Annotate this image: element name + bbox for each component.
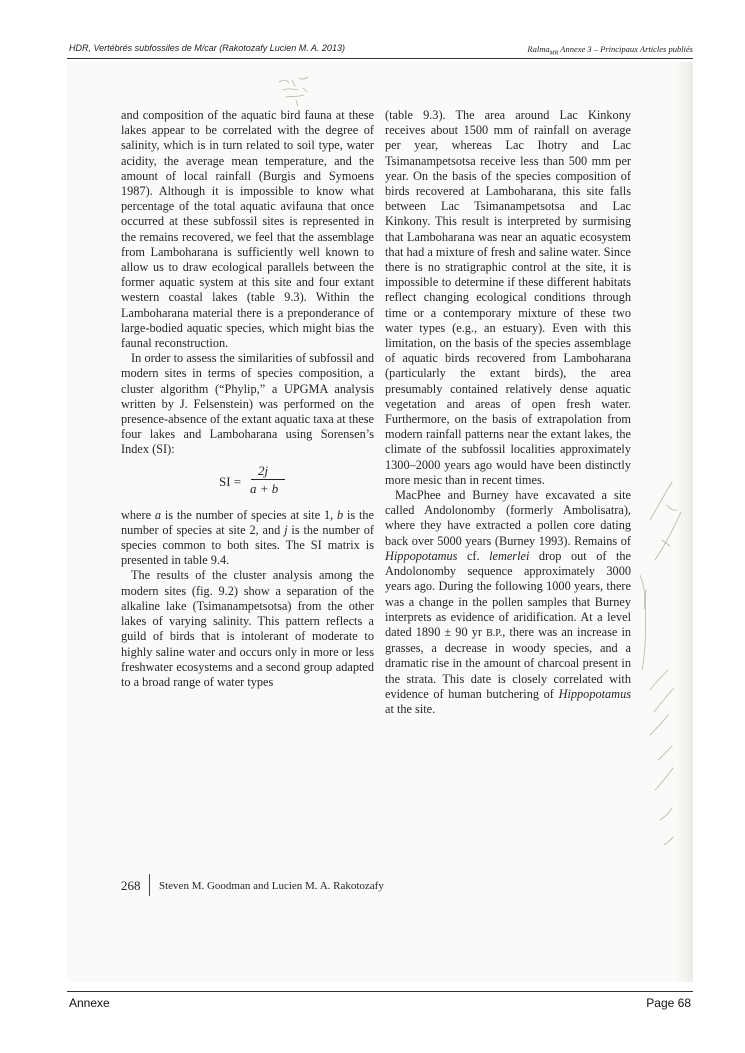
book-footer-divider (149, 874, 150, 896)
header-right-suffix: Annexe 3 – Principaux Articles publiés (558, 44, 693, 54)
formula-numerator: 2j (258, 462, 269, 478)
running-header-right (527, 44, 693, 57)
running-header-left: HDR, Vertébrés subfossiles de M/car (Rakotozafy Lucien M. A. 2013) (69, 43, 345, 53)
page-footer-left: Annexe (69, 996, 110, 1010)
page-footer-rule (67, 991, 693, 992)
right-paragraph-1: (table 9.3). The area around Lac Kinkony receives about 1500 mm of rainfall on average per year, whereas Lac Ihotry and Lac Tsimanampetsotsa receive less than 500 mm per year. On the basis of the species composition of birds recovered at Lamboharana, this site falls between Lac Tsimanampetsotsa and Lac Kinkony. This result is interpreted by surmising that Lamboharana was near an aquatic ecosystem that had a mixture of fresh and saline water. Since there is no stratigraphic control at the site, it is impossible to determine if these different habitats reflect changing ecological conditions through time or a contemporary mixture of these two water types (e.g., an estuary). Even with this limitation, on the basis of the species assemblage of aquatic birds recovered from Lamboharana (particularly the extant birds), the area presumably contained relatively dense aquatic vegetation and areas of open fresh water. Furthermore, on the basis of extrapolation from modern rainfall patterns near the extant lakes, the climate of the subfossil localities approximately 1300–2000 years ago would have been distinctly more mesic than in recent times. (385, 108, 631, 487)
header-right-prefix: Ralma (527, 44, 550, 54)
left-paragraph-2: In order to assess the similarities of subfossil and modern sites in terms of species composition, a cluster algorithm (“Phylip,” a UPGMA analysis written by J. Felsenstein) was performed on the presence-absence of the extant aquatic taxa at these four lakes and Lamboharana using Sorensen’s Index (SI): (121, 351, 374, 457)
header-rule (67, 58, 693, 59)
right-paragraph-2: MacPhee and Burney have excavated a site called Andolonomby (formerly Ambolisatra), where they have extracted a pollen core dating back over 5000 years (Burney 1993). Remains of Hippopotamus cf. lemerlei drop out of the Andolonomby sequence approximately 3000 years ago. During the following 1000 years, there was a change in the pollen samples that Burney interprets as evidence of aridification. At a level dated 1890 ± 90 yr B.P., there was an increase in grasses, a decrease in woody species, and a dramatic rise in the amount of charcoal present in the strata. This date is closely correlated with evidence of human butchering of Hippopotamus at the site. (385, 488, 632, 716)
left-paragraph-4: The results of the cluster analysis among the modern sites (fig. 9.2) show a separation of the alkaline lake (Tsimanampetsotsa) from the other lakes of varying salinity. This pattern reflects a guild of birds that is intolerant of moderate to highly saline water and occurs only in more or less freshwater ecosystems and a second group adapted to a broad range of water types (121, 568, 374, 689)
header-right-sub: MR (549, 50, 559, 57)
book-page-number: 268 (121, 878, 141, 893)
right-text-column (385, 108, 631, 717)
formula-fraction-bar (251, 479, 285, 480)
formula-lhs: SI = (219, 473, 242, 489)
book-footer-authors: Steven M. Goodman and Lucien M. A. Rakotozafy (159, 880, 384, 892)
left-text-column (121, 108, 374, 690)
page-footer-page-number: Page 68 (646, 996, 691, 1010)
formula-denominator: a + b (250, 480, 279, 496)
scan-edge-shadow (676, 62, 693, 982)
left-paragraph-1: and composition of the aquatic bird fauna at these lakes appear to be correlated with the degree of salinity, which is in turn related to soil type, water acidity, the average mean temperature, and the amount of local rainfall (Burgis and Symoens 1987). Although it is impossible to know what percentage of the total aquatic avifauna that once occurred at these subfossil sites is represented in the remains recovered, we feel that the assemblage from Lamboharana is sufficiently well known to allow us to draw ecological parallels between the former aquatic system at this site and four extant western coastal lakes (table 9.3). Within the Lamboharana material there is a preponderance of large-bodied aquatic species, which might bias the faunal reconstruction. (121, 108, 374, 351)
sorensen-index-formula (121, 459, 374, 505)
left-paragraph-3: where a is the number of species at site 1, b is the number of species at site 2, and j is the number of species common to both sites. The SI matrix is presented in table 9.4. (121, 507, 374, 568)
